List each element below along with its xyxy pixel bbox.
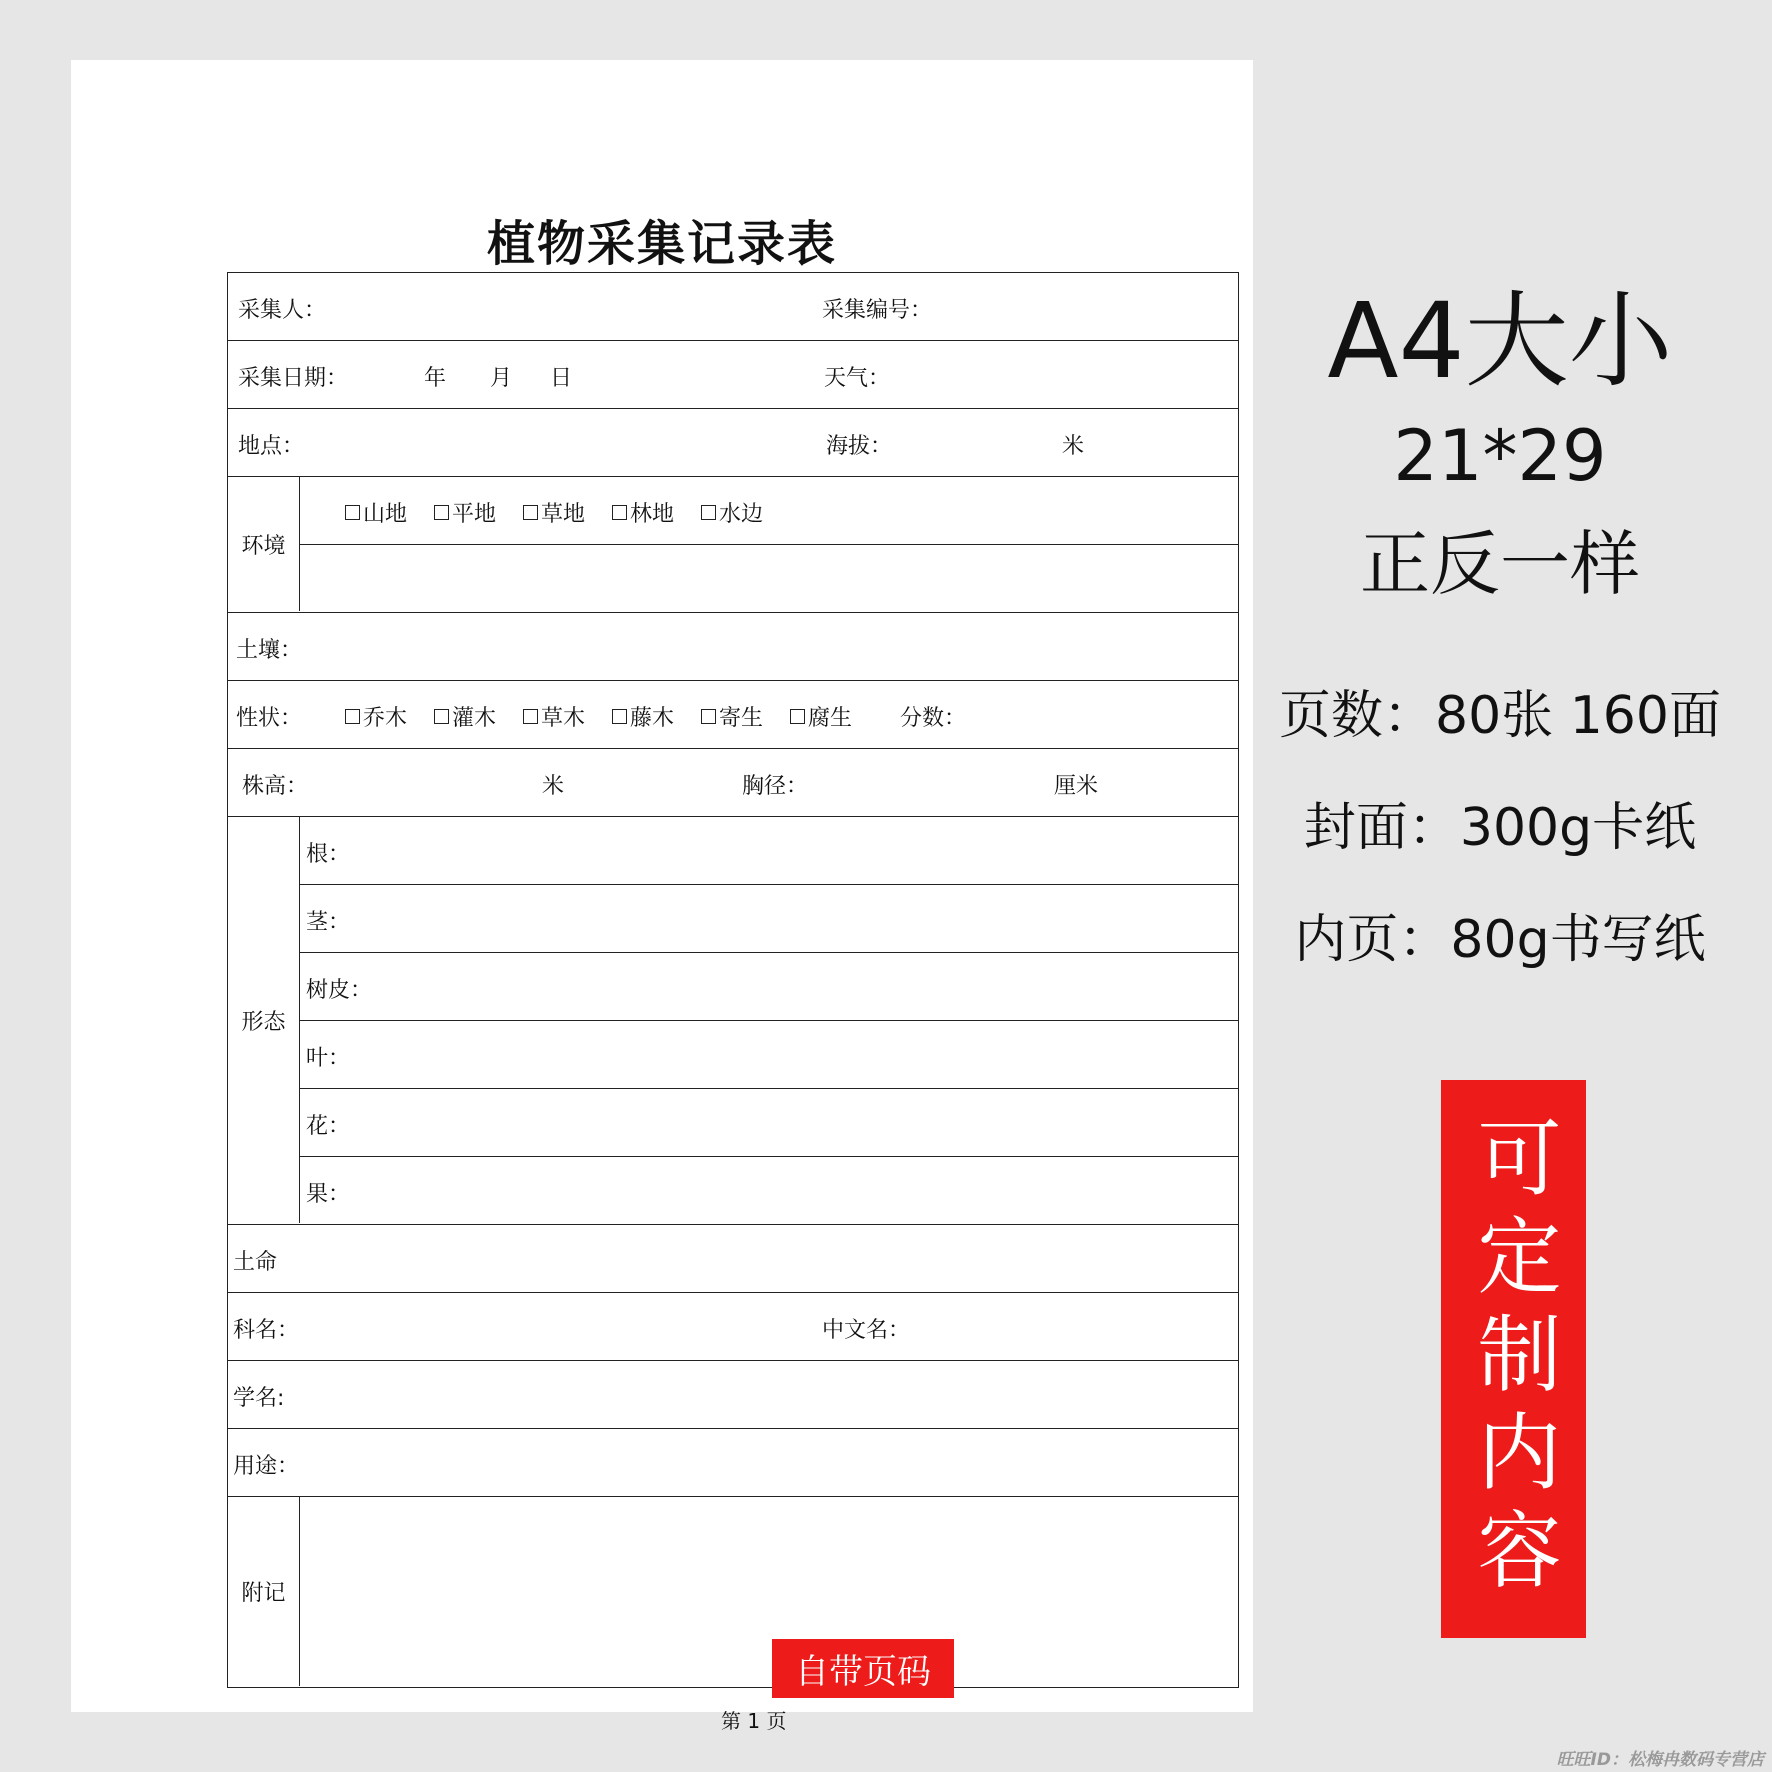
month-label: 月 — [490, 366, 513, 391]
scientific-name-label: 学名: — [233, 1386, 285, 1411]
morph-stem-row[interactable] — [300, 885, 1238, 953]
env-option-waterside[interactable]: 水边 — [701, 497, 763, 528]
same-both-sides-text: 正反一样 — [1360, 523, 1640, 605]
page-number: 第 1 页 — [721, 1709, 787, 1733]
morph-bark-label: 树皮： — [306, 978, 373, 1003]
row-use — [228, 1429, 1238, 1497]
checkbox-icon — [612, 505, 627, 520]
date-label: 采集日期： — [238, 366, 349, 391]
checkbox-icon — [790, 709, 805, 724]
page-number-badge: 自带页码 — [772, 1639, 954, 1698]
habit-option-vine[interactable]: 藤木 — [612, 701, 674, 732]
environment-notes-row[interactable] — [300, 545, 1238, 611]
row-local-name — [228, 1225, 1238, 1293]
dbh-unit: 厘米 — [1054, 774, 1099, 799]
row-collector — [228, 273, 1238, 341]
habit-option-tree[interactable]: 乔木 — [345, 701, 407, 732]
checkbox-icon — [434, 505, 449, 520]
dimensions-text: 21*29 — [1393, 415, 1607, 497]
notes-label: 附记 — [228, 1497, 300, 1686]
local-name-label: 土命 — [233, 1250, 278, 1275]
morph-root-row[interactable] — [300, 817, 1238, 885]
environment-label: 环境 — [228, 477, 300, 611]
checkbox-icon — [523, 505, 538, 520]
year-label: 年 — [424, 366, 447, 391]
habit-label: 性状： — [236, 706, 303, 731]
shop-watermark: 旺旺ID：松梅冉数码专营店 — [1556, 1750, 1764, 1770]
checkbox-icon — [434, 709, 449, 724]
row-environment — [228, 477, 1238, 613]
pages-spec: 页数：80张 160面 — [1279, 686, 1721, 746]
row-soil — [228, 613, 1238, 681]
weather-label: 天气： — [824, 366, 891, 391]
form-title: 植物采集记录表 — [486, 216, 837, 272]
morph-stem-label: 茎： — [306, 910, 351, 935]
soil-label: 土壤： — [236, 638, 303, 663]
env-option-flat[interactable]: 平地 — [434, 497, 496, 528]
env-option-mountain[interactable]: 山地 — [345, 497, 407, 528]
habit-option-herb[interactable]: 草木 — [523, 701, 585, 732]
row-family — [228, 1293, 1238, 1361]
location-label: 地点： — [238, 434, 305, 459]
collector-label: 采集人： — [238, 298, 327, 323]
checkbox-icon — [523, 709, 538, 724]
habit-option-shrub[interactable]: 灌木 — [434, 701, 496, 732]
morphology-label: 形态 — [228, 817, 300, 1223]
record-form — [227, 272, 1239, 1688]
cover-spec: 封面：300g卡纸 — [1303, 798, 1697, 858]
altitude-label: 海拔： — [826, 434, 893, 459]
morph-fruit-row[interactable] — [300, 1157, 1238, 1223]
habit-option-saprophytic[interactable]: 腐生 — [790, 701, 852, 732]
checkbox-icon — [701, 505, 716, 520]
morph-flower-row[interactable] — [300, 1089, 1238, 1157]
checkbox-icon — [701, 709, 716, 724]
day-label: 日 — [550, 366, 573, 391]
score-label: 分数： — [900, 706, 967, 731]
morph-bark-row[interactable] — [300, 953, 1238, 1021]
row-height — [228, 749, 1238, 817]
inner-spec: 内页：80g书写纸 — [1294, 910, 1706, 970]
height-label: 株高： — [242, 774, 309, 799]
height-unit: 米 — [542, 774, 565, 799]
checkbox-icon — [345, 505, 360, 520]
env-option-forest[interactable]: 林地 — [612, 497, 674, 528]
family-label: 科名： — [233, 1318, 300, 1343]
size-heading: A4大小 — [1327, 280, 1673, 402]
row-scientific-name — [228, 1361, 1238, 1429]
checkbox-icon — [345, 709, 360, 724]
morph-root-label: 根： — [306, 842, 351, 867]
form-sheet — [71, 60, 1253, 1733]
row-date — [228, 341, 1238, 409]
environment-options-row — [300, 477, 1238, 545]
checkbox-icon — [612, 709, 627, 724]
altitude-unit: 米 — [1062, 434, 1085, 459]
morph-leaf-row[interactable] — [300, 1021, 1238, 1089]
collection-no-label: 采集编号： — [822, 298, 933, 323]
row-notes — [228, 1497, 1238, 1687]
morph-leaf-label: 叶： — [306, 1046, 351, 1071]
row-morphology — [228, 817, 1238, 1225]
notes-area[interactable] — [300, 1497, 1238, 1686]
morph-flower-label: 花： — [306, 1114, 351, 1139]
dbh-label: 胸径： — [742, 774, 809, 799]
row-habit — [228, 681, 1238, 749]
row-location — [228, 409, 1238, 477]
env-option-grassland[interactable]: 草地 — [523, 497, 585, 528]
customizable-badge: 可定制内容 — [1441, 1080, 1586, 1638]
chinese-name-label: 中文名： — [822, 1318, 911, 1343]
morph-fruit-label: 果： — [306, 1182, 351, 1207]
use-label: 用途： — [233, 1454, 300, 1479]
habit-option-parasitic[interactable]: 寄生 — [701, 701, 763, 732]
